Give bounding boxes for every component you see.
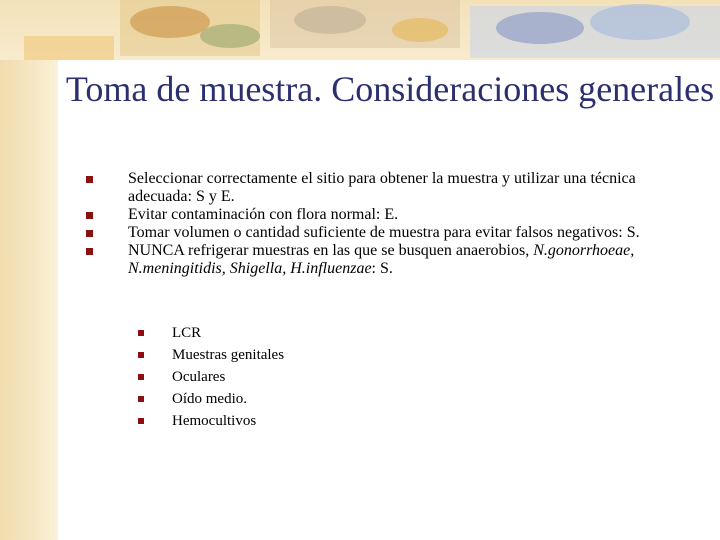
square-bullet-icon (86, 176, 93, 183)
bullet-item (82, 242, 682, 278)
square-bullet-icon (138, 418, 144, 424)
sub-bullet-text: LCR (172, 325, 202, 341)
leaf-decoration-icon (0, 0, 720, 60)
bullet-text-organisms: N.gonorrhoeae, N.meningitidis, Shigella, H.influenzae (128, 242, 635, 277)
sub-bullet-item (136, 388, 436, 410)
bullet-item (82, 170, 682, 206)
decorative-left-strip (0, 0, 58, 540)
bullet-text: Seleccionar correctamente el sitio para obtener la muestra y utilizar una técnica adecuada: S y E. (128, 170, 636, 205)
square-bullet-icon (86, 230, 93, 237)
bullet-list (82, 170, 682, 278)
bullet-text: Evitar contaminación con flora normal: E. (128, 206, 399, 223)
square-bullet-icon (86, 212, 93, 219)
bullet-item (82, 224, 682, 242)
sub-bullet-text: Muestras genitales (172, 347, 285, 363)
square-bullet-icon (138, 352, 144, 358)
bullet-item (82, 206, 682, 224)
sub-bullet-item (136, 322, 436, 344)
sub-bullet-text: Oído medio. (172, 391, 247, 407)
bullet-text: Tomar volumen o cantidad suficiente de muestra para evitar falsos negativos: S. (128, 224, 640, 241)
content-panel (58, 60, 720, 540)
square-bullet-icon (138, 396, 144, 402)
sub-bullet-item (136, 366, 436, 388)
square-bullet-icon (138, 330, 144, 336)
decorative-top-banner (0, 0, 720, 60)
square-bullet-icon (138, 374, 144, 380)
sub-bullet-item (136, 344, 436, 366)
sub-bullet-item (136, 410, 436, 432)
square-bullet-icon (86, 248, 93, 255)
sub-bullet-list (136, 322, 436, 432)
sub-bullet-text: Oculares (172, 369, 226, 385)
slide-title: Toma de muestra. Consideraciones generales (65, 69, 715, 109)
bullet-text: NUNCA refrigerar muestras en las que se busquen anaerobios, (128, 242, 534, 259)
sub-bullet-text: Hemocultivos (172, 413, 257, 429)
bullet-text-end: : S. (371, 260, 393, 277)
